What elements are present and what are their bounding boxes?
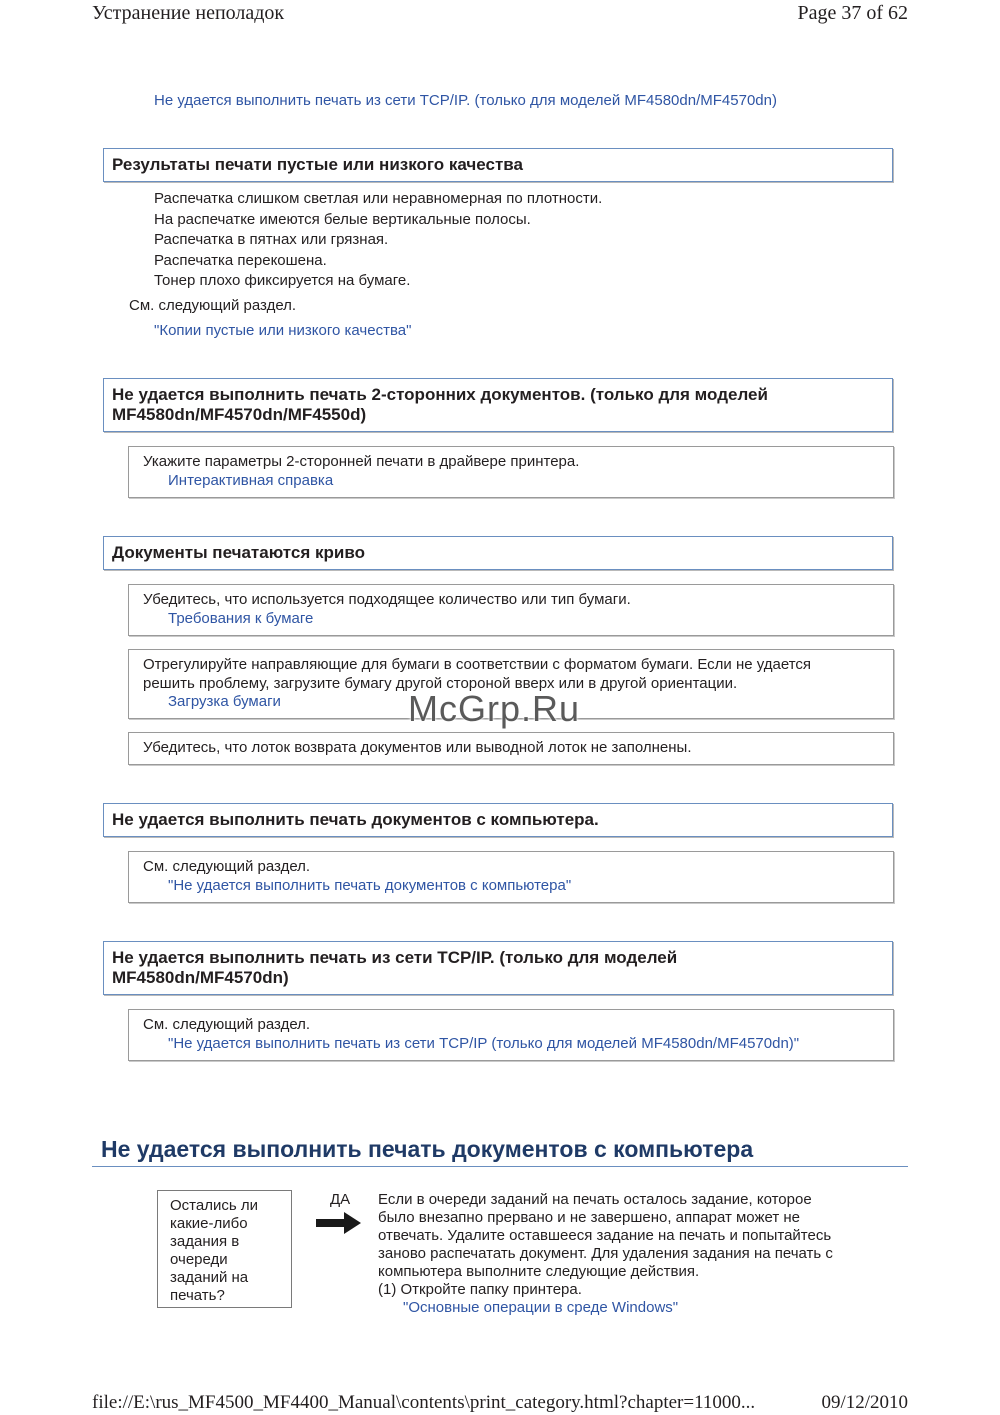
question-line: очереди xyxy=(170,1251,228,1268)
network-see-label: См. следующий раздел. xyxy=(143,1016,311,1033)
yes-label: ДА xyxy=(330,1191,351,1208)
footer-file-path: file://E:\rus_MF4500_MF4400_Manual\contents\print_category.html?chapter=11000... xyxy=(92,1392,756,1413)
quality-item-3: Распечатка в пятнах или грязная. xyxy=(154,231,389,248)
duplex-title-line2: MF4580dn/MF4570dn/MF4550d) xyxy=(112,405,367,424)
link-online-help[interactable]: Интерактивная справка xyxy=(168,471,334,489)
right-arrow-icon xyxy=(316,1211,362,1235)
skew-note-1-text: Убедитесь, что используется подходящее количество или тип бумаги. xyxy=(143,591,631,608)
page-number: Page 37 of 62 xyxy=(797,2,908,24)
question-box xyxy=(157,1190,292,1308)
duplex-title-line1: Не удается выполнить печать 2-сторонних документов. (только для моделей xyxy=(112,385,768,404)
section-heading-skew: Документы печатаются криво xyxy=(103,536,893,570)
link-windows-basics[interactable]: "Основные операции в среде Windows" xyxy=(403,1299,679,1316)
section-heading-quality: Результаты печати пустые или низкого качества xyxy=(103,148,893,182)
link-copies-quality[interactable]: "Копии пустые или низкого качества" xyxy=(154,322,412,339)
skew-note-3-text: Убедитесь, что лоток возврата документов или выводной лоток не заполнены. xyxy=(143,739,692,756)
section-heading-network xyxy=(103,941,893,995)
question-line: печать? xyxy=(170,1287,225,1304)
link-loading-paper[interactable]: Загрузка бумаги xyxy=(168,693,281,710)
network-title-line1: Не удается выполнить печать из сети TCP/IP. (только для моделей xyxy=(112,948,678,967)
footer-date: 09/12/2010 xyxy=(821,1392,908,1413)
watermark: McGrp.Ru xyxy=(408,688,581,729)
link-cannot-print-computer[interactable]: "Не удается выполнить печать документов с компьютера" xyxy=(168,876,572,894)
answer-text xyxy=(378,1191,888,1317)
section-heading-computer: Не удается выполнить печать документов с компьютера. xyxy=(103,803,893,837)
link-tcpip-top[interactable]: Не удается выполнить печать из сети TCP/IP. (только для моделей MF4580dn/MF4570dn) xyxy=(154,92,777,109)
quality-item-1: Распечатка слишком светлая или неравномерная по плотности. xyxy=(154,190,603,207)
computer-see-label: См. следующий раздел. xyxy=(143,858,311,875)
question-line: какие-либо xyxy=(170,1215,248,1232)
big-section-divider xyxy=(92,1166,908,1167)
quality-item-2: На распечатке имеются белые вертикальные полосы. xyxy=(154,211,531,228)
big-section-title: Не удается выполнить печать документов с компьютера xyxy=(101,1136,754,1162)
answer-line: заново распечатать документ. Для удаления задания на печать с xyxy=(378,1245,833,1262)
quality-see-label: См. следующий раздел. xyxy=(129,297,297,314)
skew-note-box-3 xyxy=(128,732,894,765)
skew-note-2-line2: решить проблему, загрузите бумагу другой стороной вверх или в другой ориентации. xyxy=(143,674,738,692)
link-paper-requirements[interactable]: Требования к бумаге xyxy=(168,609,314,627)
answer-line: (1) Откройте папку принтера. xyxy=(378,1281,582,1298)
skew-note-2-line1: Отрегулируйте направляющие для бумаги в соответствии с форматом бумаги. Если не удается xyxy=(143,656,812,673)
duplex-note-text: Укажите параметры 2-сторонней печати в драйвере принтера. xyxy=(143,453,580,470)
answer-line: Если в очереди заданий на печать осталось задание, которое xyxy=(378,1191,812,1208)
page-header-title: Устранение неполадок xyxy=(92,2,285,24)
answer-line: было внезапно прервано и не завершено, аппарат может не xyxy=(378,1209,801,1226)
network-title-line2: MF4580dn/MF4570dn) xyxy=(112,968,289,987)
network-note-box xyxy=(128,1009,894,1061)
question-line: Остались ли xyxy=(170,1197,258,1214)
answer-line: отвечать. Удалите оставшееся задание на печать и попытайтесь xyxy=(378,1227,832,1244)
question-line: задания в xyxy=(170,1233,240,1250)
question-line: заданий на xyxy=(170,1269,249,1286)
duplex-note-box xyxy=(128,446,894,498)
link-cannot-print-tcpip[interactable]: "Не удается выполнить печать из сети TCP/IP (только для моделей MF4580dn/MF4570dn)" xyxy=(168,1034,800,1052)
quality-item-5: Тонер плохо фиксируется на бумаге. xyxy=(154,272,411,289)
quality-item-4: Распечатка перекошена. xyxy=(154,252,327,269)
skew-note-box-1 xyxy=(128,584,894,636)
answer-line: компьютера выполните следующие действия. xyxy=(378,1263,700,1280)
computer-note-box xyxy=(128,851,894,903)
section-heading-duplex xyxy=(103,378,893,432)
